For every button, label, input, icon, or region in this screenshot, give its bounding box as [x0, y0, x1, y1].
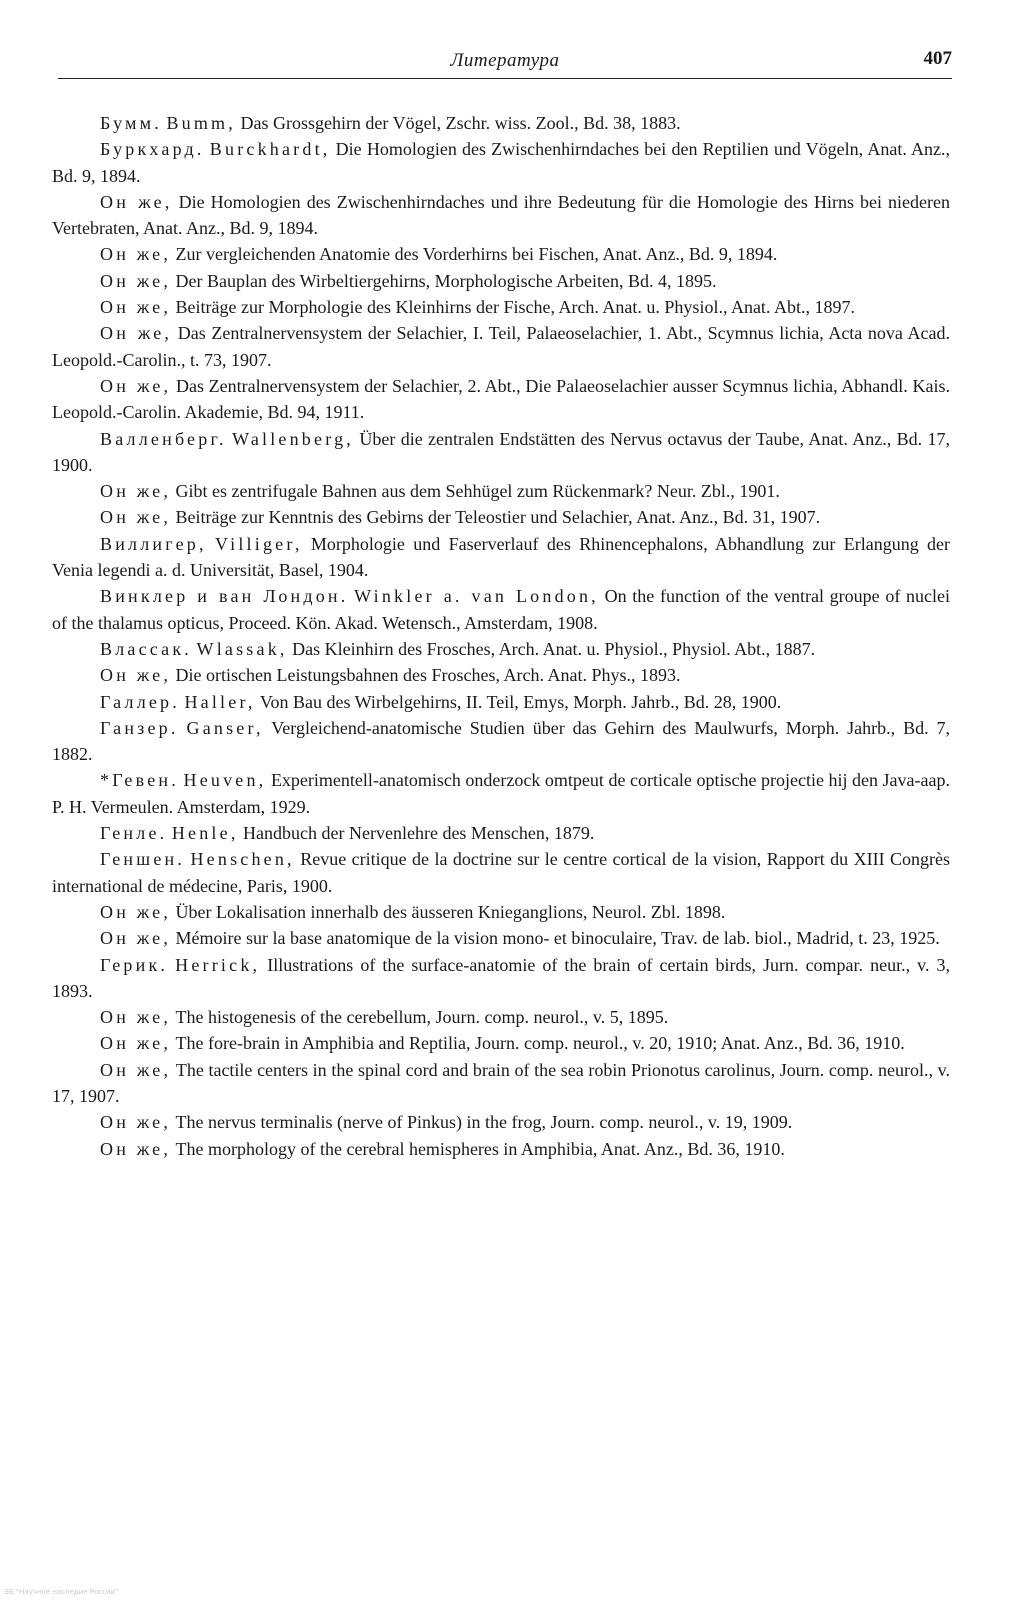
citation-text: Mémoire sur la base anatomique de la vision mono- et binoculaire, Trav. de lab. biol., Madrid, t. 23, 1925. [175, 928, 940, 949]
bibliography-entry [52, 846, 950, 899]
author-russian: Он же, [100, 1033, 172, 1054]
author-latin: Winkler a. van London, [354, 586, 599, 607]
author-russian: Он же, [100, 665, 172, 686]
citation-text: Das Grossgehirn der Vögel, Zschr. wiss. Zool., Bd. 38, 1883. [240, 113, 681, 133]
author-russian: Виллигер, [100, 533, 207, 554]
author-latin: Villiger, [215, 533, 303, 554]
bibliography-entry [52, 504, 950, 530]
bibliography-entry [52, 268, 950, 294]
bibliography-entry [52, 1030, 950, 1056]
author-latin: Herrick, [175, 954, 261, 975]
author-latin: Bumm, [166, 113, 236, 133]
bibliography-entry [52, 689, 950, 715]
bibliography-entry [52, 767, 950, 820]
author-latin: Haller, [184, 691, 256, 712]
author-russian: Герик. [100, 954, 169, 975]
author-latin: Henschen, [190, 849, 295, 870]
author-russian: Он же, [100, 1059, 172, 1080]
author-russian: Геншен. [100, 849, 186, 870]
citation-text: The fore-brain in Amphibia and Reptilia, Journ. comp. neurol., v. 20, 1910; Anat. Anz., Bd. 36, 1910. [175, 1033, 905, 1054]
bibliography-entry [52, 1136, 950, 1162]
bibliography-entry [52, 294, 950, 320]
bibliography-entry [52, 662, 950, 688]
citation-text: Revue critique de la doctrine sur le centre cortical de la vision, Rapport du XIII Congrès international de médecine, Paris, 1900. [52, 849, 950, 896]
citation-text: On the function of the ventral groupe of nuclei of the thalamus opticus, Proceed. Kön. Akad. Wetensch., Amsterdam, 1908. [52, 586, 951, 633]
author-russian: *Гевен. [100, 770, 179, 791]
citation-text: Der Bauplan des Wirbeltiergehirns, Morphologische Arbeiten, Bd. 4, 1895. [175, 270, 717, 291]
author-latin: Wlassak, [196, 638, 288, 659]
author-latin: Burckhardt, [209, 139, 331, 160]
author-russian: Он же, [100, 481, 172, 502]
bibliography-entry [52, 373, 950, 426]
citation-text: Beiträge zur Morphologie des Kleinhirns der Fische, Arch. Anat. u. Physiol., Anat. Abt., 1897. [175, 297, 855, 318]
citation-text: Beiträge zur Kenntnis des Gebirns der Teleostier und Selachier, Anat. Anz., Bd. 31, 1907. [175, 507, 821, 528]
author-russian: Он же, [100, 270, 172, 291]
bibliography-entry [52, 189, 950, 242]
citation-text: Das Zentralnervensystem der Selachier, I. Teil, Palaeoselachier, 1. Abt., Scymnus lichia, Acta nova Acad. Leopold.-Carolin., t. 73, 1907. [52, 323, 951, 370]
citation-text: Die Homologien des Zwischenhirndaches und ihre Bedeutung für die Homologie des Hirns bei niederen Vertebraten, Anat. Anz., Bd. 9, 1894. [52, 191, 951, 239]
author-latin: Ganser, [186, 717, 264, 738]
author-russian: Он же, [100, 1112, 172, 1133]
page-number: 407 [923, 48, 952, 69]
bibliography-entry [52, 583, 950, 636]
citation-text: Über Lokalisation innerhalb des äusseren Knieganglions, Neurol. Zbl. 1898. [175, 901, 726, 922]
author-russian: Влассак. [100, 638, 193, 659]
bibliography-entry [52, 1109, 950, 1135]
bibliography-entry [52, 426, 950, 479]
citation-text: Gibt es zentrifugale Bahnen aus dem Sehhügel zum Rückenmark? Neur. Zbl., 1901. [175, 481, 780, 502]
bibliography-entry [52, 110, 950, 136]
citation-text: Vergleichend-anatomische Studien über das Gehirn des Maulwurfs, Morph. Jahrb., Bd. 7, 1882. [52, 717, 951, 765]
author-russian: Он же, [100, 1007, 172, 1028]
citation-text: Zur vergleichenden Anatomie des Vorderhirns bei Fischen, Anat. Anz., Bd. 9, 1894. [175, 244, 778, 265]
bibliography-entry [52, 636, 950, 662]
citation-text: Illustrations of the surface-anatomie of the brain of certain birds, Jurn. compar. neur., v. 3, 1893. [52, 954, 950, 1001]
bibliography-entry [52, 1057, 950, 1110]
author-russian: Он же, [100, 375, 172, 396]
citation-text: The histogenesis of the cerebellum, Journ. comp. neurol., v. 5, 1895. [175, 1007, 669, 1028]
author-russian: Он же, [100, 507, 172, 528]
bibliography-entry [52, 925, 950, 951]
bibliography-entry [52, 952, 950, 1005]
author-russian: Галлер. [100, 691, 180, 712]
author-russian: Он же, [100, 1138, 172, 1159]
citation-text: Experimentell-anatomisch onderzock omtpeut de corticale optische projectie hij den Java-aap. P. H. Vermeulen. Amsterdam, 1929. [52, 770, 951, 817]
bibliography-entry [52, 715, 950, 768]
bibliography-entry [52, 1004, 950, 1030]
citation-text: Über die zentralen Endstätten des Nervus octavus der Taube, Anat. Anz., Bd. 17, 1900. [52, 428, 951, 475]
citation-text: Handbuch der Nervenlehre des Menschen, 1879. [243, 823, 595, 844]
footer-watermark: ЭБ "Научное наследие России" [4, 1588, 119, 1596]
citation-text: Die Homologien des Zwischenhirndaches bei den Reptilien und Vögeln, Anat. Anz., Bd. 9, 1894. [52, 139, 951, 186]
author-latin: Henle, [171, 823, 239, 844]
citation-text: The tactile centers in the spinal cord and brain of the sea robin Prionotus carolinus, Journ. comp. neurol., v. 17, 1907. [52, 1059, 951, 1106]
author-russian: Валленберг. [100, 428, 227, 449]
citation-text: Das Zentralnervensystem der Selachier, 2. Abt., Die Palaeoselachier ausser Scymnus lichia, Abhandl. Kais. Leopold.-Carolin. Akademie, Bd. 94, 1911. [52, 375, 951, 423]
running-title: Литература [450, 50, 560, 71]
citation-text: Morphologie und Faserverlauf des Rhinencephalons, Abhandlung zur Erlangung der Venia legendi a. d. Universität, Basel, 1904. [52, 533, 951, 581]
bibliography-entry [52, 478, 950, 504]
bibliography-entry [52, 320, 950, 373]
citation-text: The nervus terminalis (nerve of Pinkus) in the frog, Journ. comp. neurol., v. 19, 1909. [175, 1112, 793, 1133]
bibliography-entry [52, 531, 950, 584]
author-russian: Винклер и ван Лондон. [100, 586, 349, 607]
citation-text: Das Kleinhirn des Frosches, Arch. Anat. u. Physiol., Physiol. Abt., 1887. [292, 638, 816, 659]
author-russian: Он же, [100, 928, 172, 949]
author-latin: Wallenberg, [232, 428, 354, 449]
citation-text: Von Bau des Wirbelgehirns, II. Teil, Emys, Morph. Jahrb., Bd. 28, 1900. [259, 691, 782, 712]
author-russian: Он же, [100, 297, 172, 318]
author-latin: Heuven, [183, 770, 267, 791]
page-header [58, 46, 952, 79]
bibliography-entry [52, 241, 950, 267]
author-russian: Генле. [100, 823, 168, 844]
bibliography-entry [52, 136, 950, 189]
author-russian: Он же, [100, 244, 172, 265]
author-russian: Буркхард. [100, 139, 205, 160]
citation-text: Die ortischen Leistungsbahnen des Frosches, Arch. Anat. Phys., 1893. [175, 665, 681, 686]
bibliography-list [52, 110, 950, 1162]
bibliography-entry [52, 899, 950, 925]
author-russian: Он же, [100, 323, 173, 344]
citation-text: The morphology of the cerebral hemispheres in Amphibia, Anat. Anz., Bd. 36, 1910. [175, 1138, 785, 1159]
author-russian: Бумм. [100, 113, 162, 133]
author-russian: Он же, [100, 901, 172, 922]
bibliography-entry [52, 820, 950, 846]
author-russian: Он же, [100, 191, 173, 212]
author-russian: Ганзер. [100, 717, 179, 738]
